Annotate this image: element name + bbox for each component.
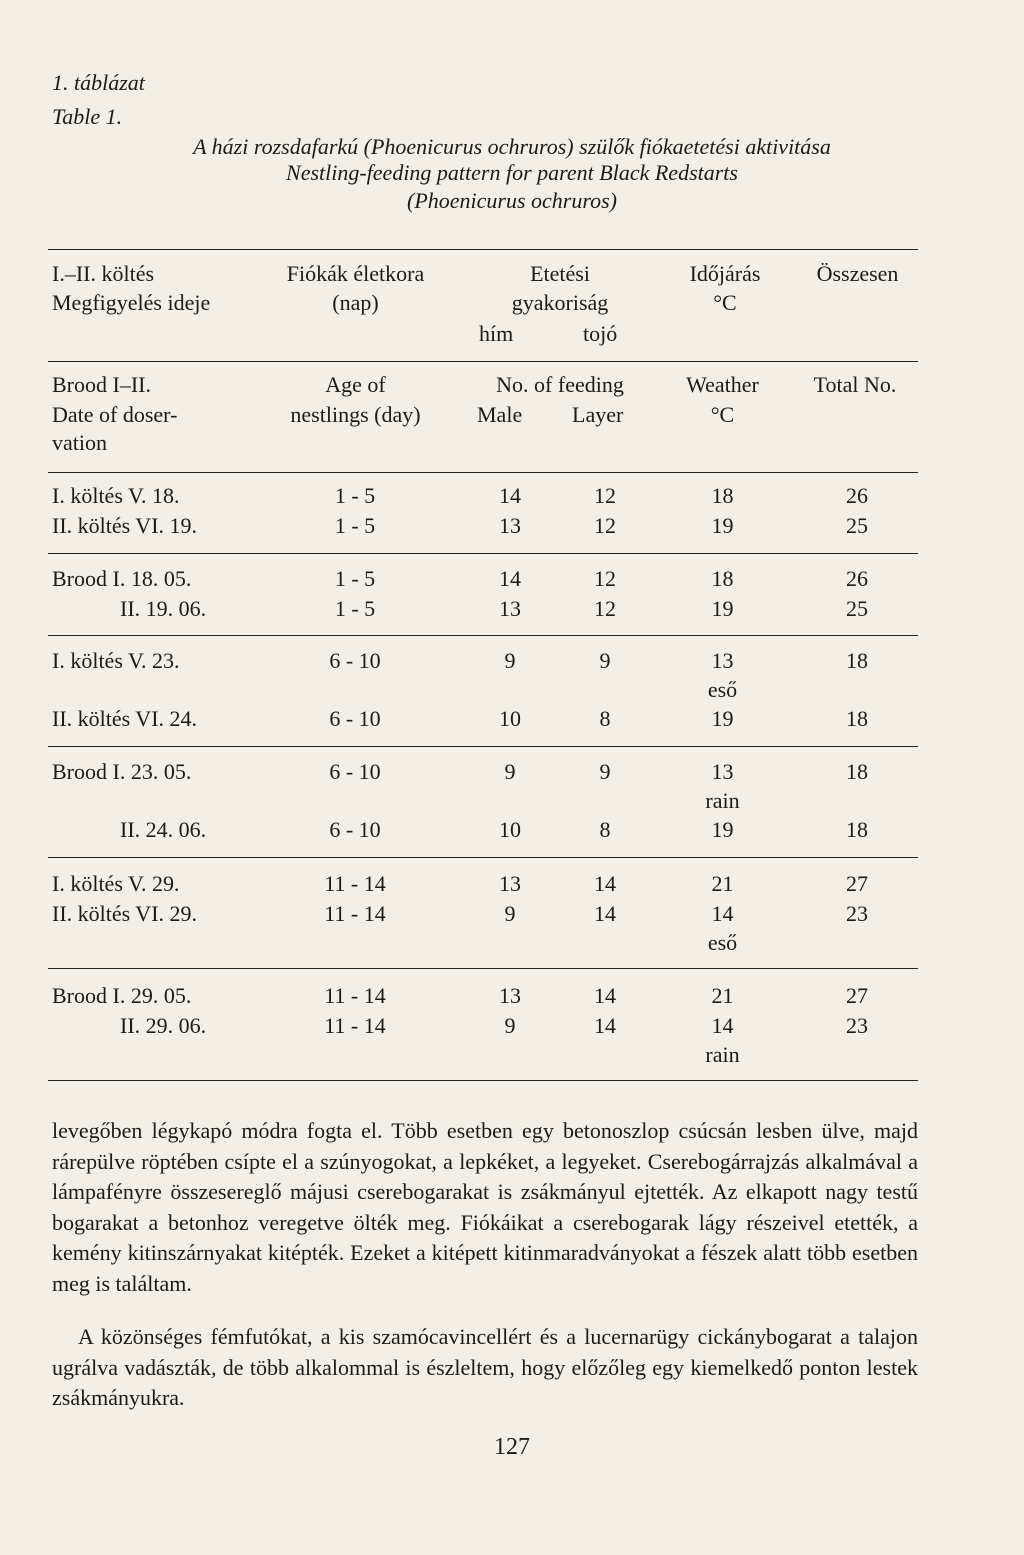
cell-age: 11 - 14 bbox=[324, 1013, 386, 1038]
cell-weather-note: rain bbox=[705, 1042, 740, 1067]
cell-weather-note: eső bbox=[707, 677, 738, 702]
table-number-en: Table 1. bbox=[52, 104, 123, 129]
header-en-weather: Weather bbox=[686, 372, 759, 397]
cell-age: 11 - 14 bbox=[324, 901, 386, 926]
cell-weather: 13 bbox=[711, 648, 734, 673]
table-title-en: Nestling-feeding pattern for parent Black Redstarts bbox=[286, 160, 738, 185]
page-number: 127 bbox=[494, 1434, 530, 1460]
cell-date: II. 19. 06. bbox=[120, 596, 207, 621]
cell-age: 1 - 5 bbox=[334, 483, 376, 508]
cell-layer: 12 bbox=[594, 513, 616, 538]
cell-weather: 18 bbox=[711, 483, 734, 508]
cell-date: Brood I. 23. 05. bbox=[52, 759, 192, 784]
cell-male: 9 bbox=[504, 759, 516, 784]
table-number-hu: 1. táblázat bbox=[52, 70, 145, 95]
table-rule-4 bbox=[48, 857, 918, 858]
cell-age: 6 - 10 bbox=[329, 648, 381, 673]
cell-male: 13 bbox=[499, 871, 521, 896]
cell-age: 6 - 10 bbox=[329, 706, 381, 731]
cell-weather-note: eső bbox=[707, 930, 738, 955]
cell-layer: 12 bbox=[594, 483, 616, 508]
cell-layer: 14 bbox=[594, 901, 616, 926]
cell-age: 11 - 14 bbox=[324, 983, 386, 1008]
cell-weather: 13 bbox=[711, 759, 734, 784]
cell-date: I. költés V. 29. bbox=[52, 871, 180, 896]
header-en-male: Male bbox=[477, 402, 523, 427]
table-title-en-species: (Phoenicurus ochruros) bbox=[407, 188, 617, 213]
cell-male: 9 bbox=[504, 1013, 516, 1038]
cell-total: 23 bbox=[846, 901, 868, 926]
cell-date: II. 24. 06. bbox=[120, 817, 207, 842]
header-hu-total: Összesen bbox=[816, 261, 899, 286]
cell-age: 1 - 5 bbox=[334, 513, 376, 538]
cell-male: 13 bbox=[499, 983, 521, 1008]
cell-male: 9 bbox=[504, 901, 516, 926]
cell-layer: 9 bbox=[599, 759, 611, 784]
header-en-weather-unit: °C bbox=[710, 402, 735, 427]
header-hu-age-unit: (nap) bbox=[332, 290, 379, 315]
cell-total: 18 bbox=[846, 759, 868, 784]
cell-male: 9 bbox=[504, 648, 516, 673]
cell-date: I. költés V. 18. bbox=[52, 483, 180, 508]
cell-weather: 14 bbox=[711, 901, 734, 926]
table-rule-header-en bbox=[48, 472, 918, 473]
header-en-date: Brood I–II. bbox=[52, 372, 151, 397]
cell-date: Brood I. 18. 05. bbox=[52, 566, 192, 591]
table-rule-5 bbox=[48, 968, 918, 969]
cell-male: 13 bbox=[499, 513, 521, 538]
cell-date: II. költés VI. 29. bbox=[52, 901, 198, 926]
header-hu-date: I.–II. költés bbox=[52, 261, 155, 286]
cell-total: 18 bbox=[846, 817, 868, 842]
cell-layer: 14 bbox=[594, 983, 616, 1008]
cell-layer: 9 bbox=[599, 648, 611, 673]
cell-age: 1 - 5 bbox=[334, 596, 376, 621]
cell-weather: 21 bbox=[711, 871, 734, 896]
cell-weather: 19 bbox=[711, 513, 734, 538]
cell-age: 11 - 14 bbox=[324, 871, 386, 896]
cell-male: 10 bbox=[499, 706, 521, 731]
cell-weather: 19 bbox=[711, 596, 734, 621]
cell-total: 25 bbox=[846, 513, 868, 538]
header-en-age: Age of bbox=[325, 372, 386, 397]
cell-weather: 14 bbox=[711, 1013, 734, 1038]
cell-total: 27 bbox=[846, 871, 868, 896]
cell-date: II. költés VI. 24. bbox=[52, 706, 198, 731]
header-hu-feeding-2: gyakoriság bbox=[511, 290, 609, 315]
cell-weather-note: rain bbox=[705, 788, 740, 813]
header-hu-weather: Időjárás bbox=[689, 261, 761, 286]
cell-layer: 12 bbox=[594, 566, 616, 591]
body-paragraph-1: levegőben légykapó módra fogta el. Több esetben egy betonoszlop csúcsán lesben ülve, majd rárepülve röptében csípte el a szúnyogokat, a lepkéket, a legyeket. Cserebogárrajzás alkalmával a lámpafényre összesereglő májusi cserebogarakat is zsákmányul ejtették. Az elkapott nagy testű bogarakat a betonhoz veregetve ölték meg. Fiókáikat a cserebogarak lágy részeivel etették, a kemény kitinszárnyakat kitépték. Ezeket a kitépett kitinmaradványokat a fészek alatt több esetben meg is találtam. bbox=[52, 1118, 918, 1296]
body-paragraph-2: A közönséges fémfutókat, a kis szamócavincellért és a lucernarügy cickánybogarat a talajon ugrálva vadászták, de több alkalommal is észleltem, hogy előzőleg egy kiemelkedő ponton lestek zsákmányukra. bbox=[52, 1324, 918, 1410]
cell-male: 14 bbox=[499, 566, 521, 591]
cell-total: 18 bbox=[846, 648, 868, 673]
cell-weather: 18 bbox=[711, 566, 734, 591]
table-rule-top bbox=[48, 249, 918, 250]
header-en-layer: Layer bbox=[572, 402, 624, 427]
header-hu-weather-unit: °C bbox=[713, 290, 737, 315]
cell-weather: 21 bbox=[711, 983, 734, 1008]
header-en-age-unit: nestlings (day) bbox=[290, 402, 421, 427]
cell-male: 10 bbox=[499, 817, 521, 842]
cell-weather: 19 bbox=[711, 706, 734, 731]
header-en-total: Total No. bbox=[813, 372, 897, 397]
header-hu-female: tojó bbox=[583, 321, 618, 346]
header-hu-male: hím bbox=[479, 321, 514, 346]
cell-age: 6 - 10 bbox=[329, 759, 381, 784]
cell-weather: 19 bbox=[711, 817, 734, 842]
cell-layer: 8 bbox=[599, 706, 611, 731]
cell-date: I. költés V. 23. bbox=[52, 648, 180, 673]
header-en-date-3: vation bbox=[52, 430, 107, 455]
cell-layer: 12 bbox=[594, 596, 616, 621]
cell-male: 14 bbox=[499, 483, 521, 508]
cell-total: 18 bbox=[846, 706, 868, 731]
table-rule-3 bbox=[48, 746, 918, 747]
cell-layer: 8 bbox=[599, 817, 611, 842]
cell-date: II. költés VI. 19. bbox=[52, 513, 198, 538]
header-en-feeding: No. of feeding bbox=[496, 372, 624, 397]
table-rule-bottom bbox=[48, 1080, 918, 1081]
cell-total: 26 bbox=[846, 566, 868, 591]
cell-age: 6 - 10 bbox=[329, 817, 381, 842]
header-hu-date-2: Megfigyelés ideje bbox=[52, 290, 211, 315]
cell-layer: 14 bbox=[594, 1013, 616, 1038]
cell-male: 13 bbox=[499, 596, 521, 621]
cell-date: II. 29. 06. bbox=[120, 1013, 207, 1038]
cell-total: 23 bbox=[846, 1013, 868, 1038]
cell-total: 26 bbox=[846, 483, 868, 508]
table-title-hu: A házi rozsdafarkú (Phoenicurus ochruros) szülők fiókaetetési aktivitása bbox=[193, 134, 831, 159]
table-rule-2 bbox=[48, 635, 918, 636]
cell-date: Brood I. 29. 05. bbox=[52, 983, 192, 1008]
table-rule-header bbox=[48, 361, 918, 362]
table-rule-1 bbox=[48, 553, 918, 554]
cell-age: 1 - 5 bbox=[334, 566, 376, 591]
header-hu-age: Fiókák életkora bbox=[286, 261, 425, 286]
cell-total: 25 bbox=[846, 596, 868, 621]
header-en-date-2: Date of doser- bbox=[52, 402, 178, 427]
cell-total: 27 bbox=[846, 983, 868, 1008]
cell-layer: 14 bbox=[594, 871, 616, 896]
header-hu-feeding: Etetési bbox=[530, 261, 590, 286]
